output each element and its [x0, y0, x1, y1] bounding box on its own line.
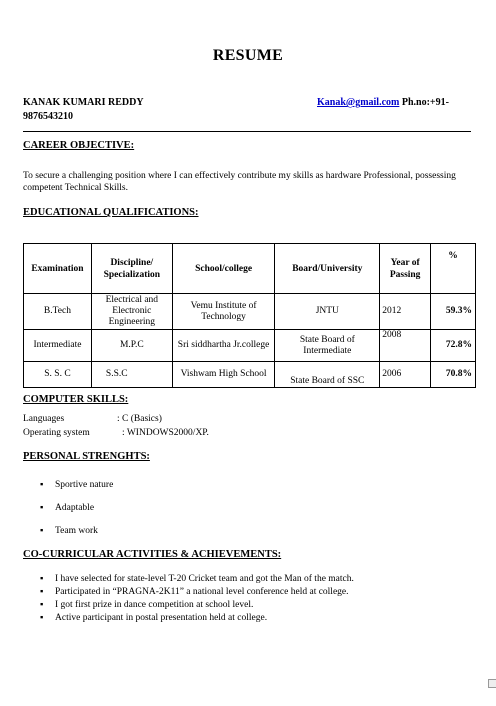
skill-value: : C (Basics)	[117, 414, 162, 424]
phone-number: 9876543210	[23, 111, 73, 122]
table-cell: M.P.C	[91, 330, 172, 362]
activities-list	[23, 573, 354, 625]
list-item: ▪ Adaptable	[23, 497, 113, 520]
list-item: ▪ Participated in “PRAGNA-2K11” a national level conference held at college.	[40, 587, 349, 597]
col-percent: %	[431, 244, 476, 294]
resize-handle-icon[interactable]	[488, 679, 496, 688]
table-cell: Electrical and Electronic Engineering	[91, 294, 172, 330]
header-divider	[23, 131, 471, 132]
table-cell: 59.3%	[431, 294, 476, 330]
bullet-icon: ▪	[40, 600, 44, 610]
email-link[interactable]: Kanak@gmail.com	[317, 97, 400, 108]
table-cell: Intermediate	[24, 330, 92, 362]
bullet-icon: ▪	[40, 503, 44, 513]
career-objective-text: To secure a challenging position where I can effectively contribute my skills as hardware Professional, possessing competent Technical Skills.	[23, 171, 456, 193]
bullet-icon: ▪	[40, 613, 44, 623]
list-item: ▪ Sportive nature	[23, 474, 113, 497]
education-table	[23, 243, 476, 388]
table-cell: JNTU	[275, 294, 380, 330]
computer-skills-heading: COMPUTER SKILLS:	[23, 394, 129, 405]
bullet-icon: ▪	[40, 526, 44, 536]
table-row	[24, 362, 476, 388]
education-heading: EDUCATIONAL QUALIFICATIONS:	[23, 207, 199, 218]
col-school: School/college	[172, 244, 275, 294]
table-cell: Vemu Institute of Technology	[172, 294, 275, 330]
table-cell: 2012	[380, 294, 431, 330]
table-cell: B.Tech	[24, 294, 92, 330]
table-cell: State Board of Intermediate	[275, 330, 380, 362]
list-item: ▪ Active participant in postal presentation held at college.	[40, 613, 268, 623]
skill-value: : WINDOWS2000/XP.	[122, 428, 209, 438]
career-objective-heading: CAREER OBJECTIVE:	[23, 140, 135, 151]
table-cell: S. S. C	[24, 362, 92, 388]
skill-label: Languages	[23, 414, 65, 424]
skill-label: Operating system	[23, 428, 90, 438]
strengths-heading: PERSONAL STRENGHTS:	[23, 451, 150, 462]
strengths-list	[23, 474, 113, 543]
table-cell: Vishwam High School	[172, 362, 275, 388]
page-title: RESUME	[212, 47, 284, 64]
contact-line	[23, 97, 463, 108]
table-cell: Sri siddhartha Jr.college	[172, 330, 275, 362]
education-table-header	[24, 244, 476, 294]
table-cell: 2008	[380, 330, 431, 362]
list-item: ▪ I got first prize in dance competition at school level.	[40, 600, 254, 610]
contact-right	[317, 97, 449, 108]
table-cell: 2006	[380, 362, 431, 388]
candidate-name: KANAK KUMARI REDDY	[23, 97, 144, 108]
col-discipline: Discipline/ Specialization	[91, 244, 172, 294]
table-row	[24, 330, 476, 362]
activities-heading: CO-CURRICULAR ACTIVITIES & ACHIEVEMENTS:	[23, 549, 282, 560]
table-cell: S.S.C	[91, 362, 172, 388]
phone-label: Ph.no:+91-	[399, 97, 449, 108]
table-cell: 70.8%	[431, 362, 476, 388]
table-row	[24, 294, 476, 330]
table-cell: State Board of SSC	[275, 362, 380, 388]
list-item: ▪ Team work	[23, 520, 113, 543]
bullet-icon: ▪	[40, 480, 44, 490]
col-examination: Examination	[24, 244, 92, 294]
table-cell: 72.8%	[431, 330, 476, 362]
bullet-icon: ▪	[40, 587, 44, 597]
col-year: Year of Passing	[380, 244, 431, 294]
col-board: Board/University	[275, 244, 380, 294]
list-item: ▪ I have selected for state-level T-20 Cricket team and got the Man of the match.	[40, 574, 354, 584]
bullet-icon: ▪	[40, 574, 44, 584]
